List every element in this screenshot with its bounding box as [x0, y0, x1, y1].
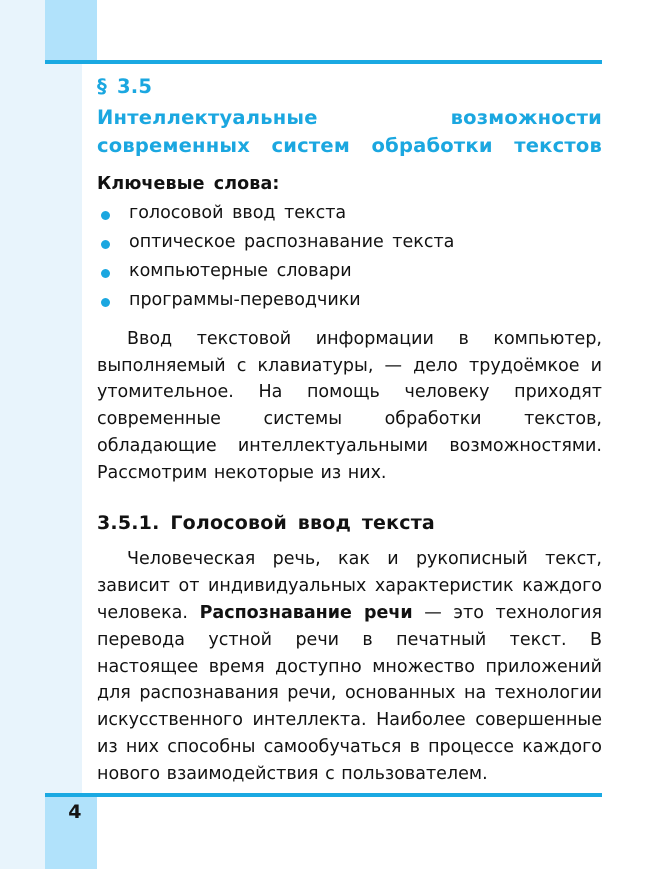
bullet-icon [101, 211, 110, 220]
page-number: 4 [68, 801, 82, 823]
content-column [97, 62, 602, 793]
keywords-label: Ключевые слова: [97, 174, 280, 195]
top-left-color-block [45, 0, 97, 60]
subsection-heading: 3.5.1. Голосовой ввод текста [97, 512, 435, 535]
paragraph-text-start: Человеческая речь, как и рукописный текст, зависит от индивидуальных характеристик каждого человека. [97, 549, 602, 623]
chapter-title: Интеллектуальные возможности современных систем обработки текстов [97, 106, 602, 157]
term-speech-recognition: Распознавание речи [199, 603, 413, 623]
bullet-icon [101, 298, 110, 307]
section-sign: § [97, 75, 107, 98]
footer-rule [45, 793, 602, 797]
list-item-label: программы-переводчики [129, 290, 361, 310]
list-item [97, 203, 602, 225]
paragraph-text-end: — это технология перевода устной речи в печатный текст. В настоящее время доступно множество приложений для распознавания речи, основанных на технологии искусственного интеллекта. Наиболее совершенные из них способны самообучаться в процессе каждого нового взаимодействия с пользователем. [97, 603, 603, 784]
list-item [97, 290, 602, 312]
bullet-icon [101, 269, 110, 278]
bullet-icon [101, 240, 110, 249]
subsection-paragraph [97, 546, 602, 787]
list-item [97, 232, 602, 254]
left-margin-band [0, 0, 82, 869]
list-item-label: компьютерные словари [129, 261, 352, 282]
list-item-label: голосовой ввод текста [129, 203, 347, 224]
list-item [97, 261, 602, 283]
section-number: 3.5 [116, 75, 153, 98]
keywords-list [97, 203, 602, 312]
section-number-line [97, 75, 602, 98]
list-item-label: оптическое распознавание текста [129, 232, 455, 253]
intro-paragraph: Ввод текстовой информации в компьютер, выполняемый с клавиатуры, — дело трудоёмкое и утомительное. На помощь человеку приходят современные системы обработки текстов, обладающие интеллектуальными возможностями. Рассмотрим некоторые из них. [97, 328, 602, 483]
